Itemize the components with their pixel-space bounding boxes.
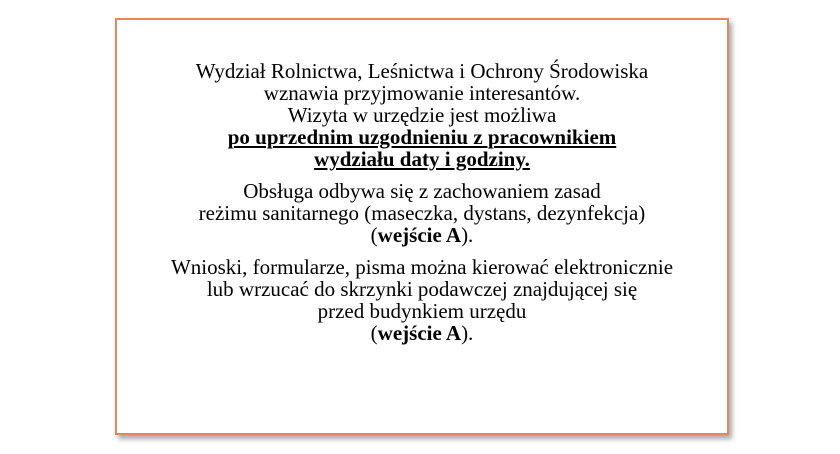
notice-body (117, 60, 727, 344)
paren-close: ). (461, 223, 474, 247)
notice-sanitary-line-2: reżimu sanitarnego (maseczka, dystans, dezynfekcja) (198, 201, 646, 225)
paren-close-2: ). (461, 321, 474, 345)
notice-paragraph-sanitary (117, 180, 727, 246)
notice-sanitary-line: Obsługa odbywa się z zachowaniem zasad (243, 179, 601, 203)
notice-appointment-line: po uprzednim uzgodnieniu z pracownikiem (227, 125, 617, 149)
notice-documents-line-3: przed budynkiem urzędu (317, 299, 527, 323)
paren-open-2: ( (370, 321, 378, 345)
notice-documents-line: Wnioski, formularze, pisma można kierować elektronicznie (170, 255, 674, 279)
paren-open: ( (370, 223, 378, 247)
notice-visit-line: Wizyta w urzędzie jest możliwa (287, 103, 557, 127)
entrance-label-2: wejście A (377, 321, 462, 345)
notice-entrance-line (117, 224, 727, 246)
notice-department-line: Wydział Rolnictwa, Leśnictwa i Ochrony Środowiska (195, 59, 649, 83)
notice-reopening-line: wznawia przyjmowanie interesantów. (263, 81, 581, 105)
notice-appointment-line-2: wydziału daty i godziny. (314, 147, 530, 171)
notice-entrance-line-2 (117, 322, 727, 344)
notice-paragraph-reopening (117, 60, 727, 170)
notice-paragraph-documents (117, 256, 727, 344)
notice-documents-line-2: lub wrzucać do skrzynki podawczej znajdującej się (206, 277, 638, 301)
notice-frame (115, 18, 729, 435)
entrance-label: wejście A (377, 223, 462, 247)
